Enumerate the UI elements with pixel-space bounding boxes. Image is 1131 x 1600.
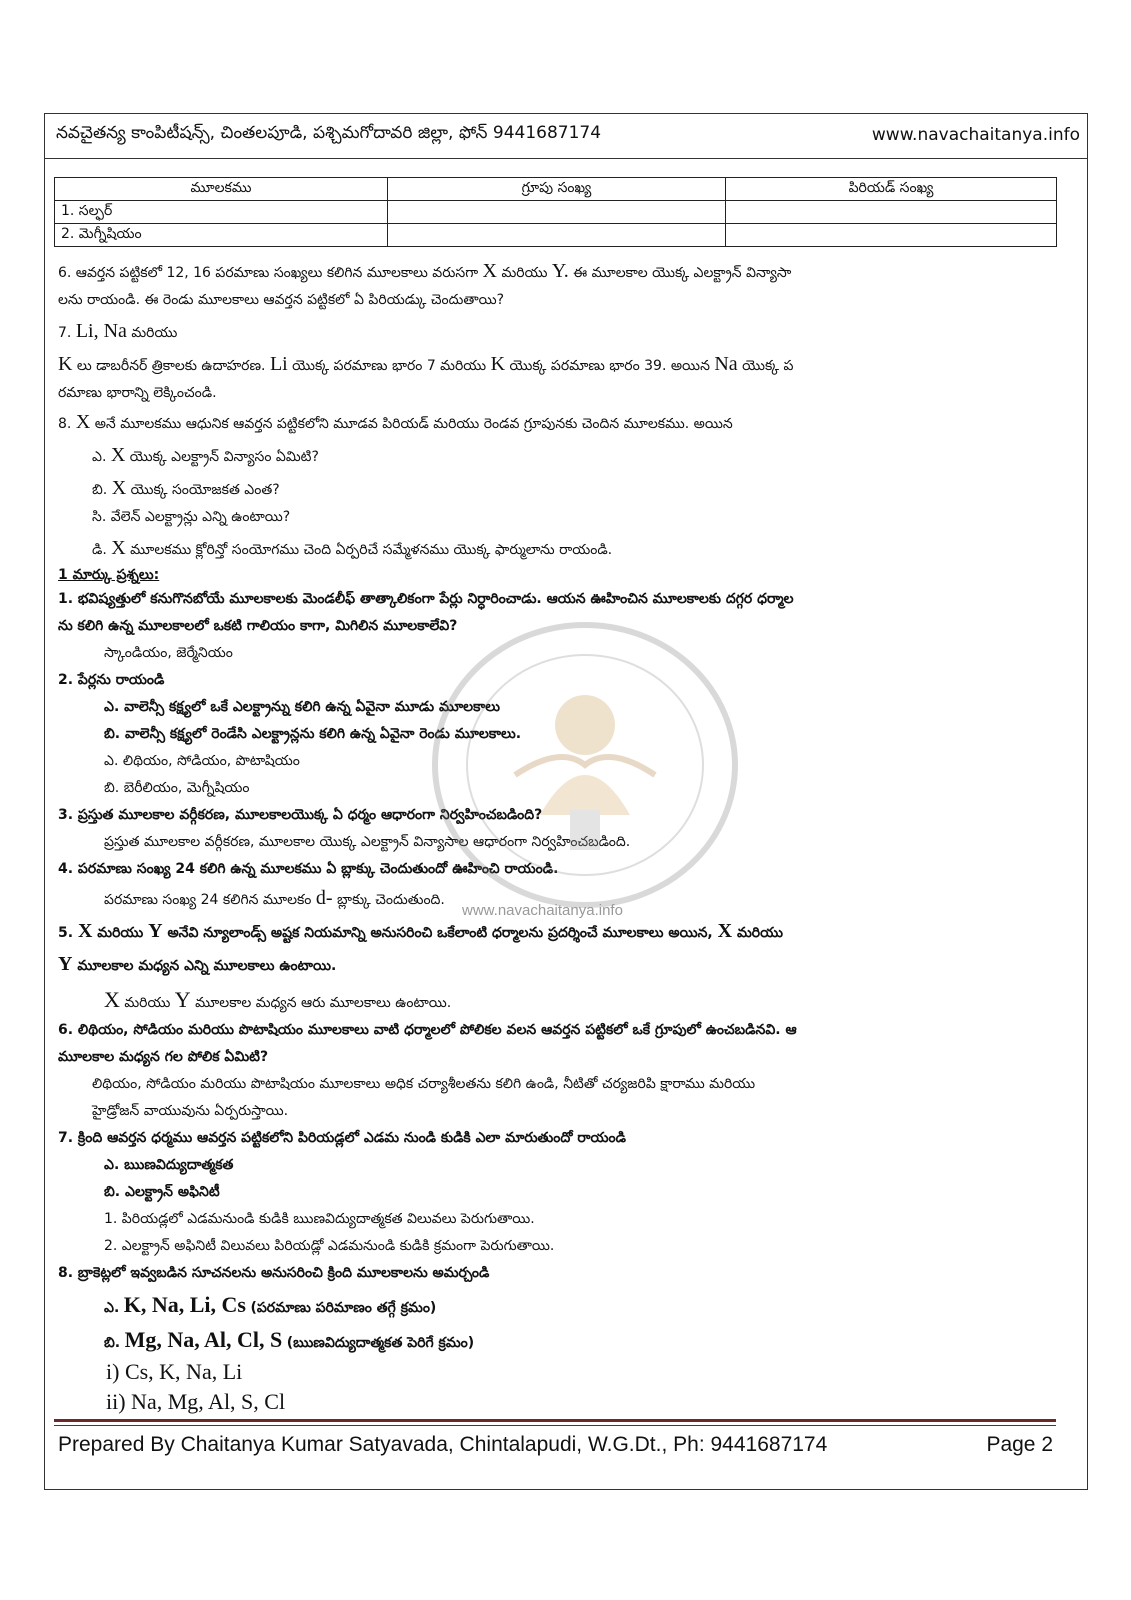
table-cell: 1. సల్ఫర్ (55, 201, 388, 224)
mark1-q2: 2. పేర్లను రాయండి (58, 672, 165, 688)
mark1-a7a: 1. పిరియడ్లలో ఎడమనుండి కుడికి ఋణవిద్యుదాత్మకత విలువలు పెరుగుతాయి. (104, 1211, 535, 1227)
element-table (54, 177, 1057, 247)
mark1-q1-line2: ను కలిగి ఉన్న మూలకాలలో ఒకటి గాలియం కాగా, మిగిలిన మూలకాలేవి? (58, 618, 458, 634)
question-8-d: డి. X మూలకము క్లోరిన్తో సంయోగము చెంది ఏర్పరిచే సమ్మేళనము యొక్క ఫార్ములాను రాయండి. (92, 537, 613, 559)
mark1-q7a: ఎ. ఋణవిద్యుదాత్మకత (104, 1157, 234, 1173)
mark1-a6: లిథియం, సోడియం మరియు పొటాషియం మూలకాలు అధిక చర్యాశీలతను కలిగి ఉండి, నీటితో చర్యజరిపి క్షారాము మరియు (92, 1076, 756, 1092)
mark1-q7: 7. క్రింది ఆవర్తన ధర్మము ఆవర్తన పట్టికలోని పిరియడ్లలో ఎడమ నుండి కుడికి ఎలా మారుతుందో రాయండి (58, 1130, 627, 1146)
table-cell (726, 201, 1057, 224)
table-cell (388, 201, 726, 224)
mark1-q2a: ఎ. వాలెన్సీ కక్ష్యలో ఒకే ఎలక్ట్రాన్ను కలిగి ఉన్న ఏవైనా మూడు మూలకాలు (104, 699, 501, 715)
table-header: పిరియడ్ సంఖ్య (726, 178, 1057, 201)
table-header: గ్రూపు సంఖ్య (388, 178, 726, 201)
section-heading: 1 మార్కు ప్రశ్నలు: (58, 567, 160, 583)
mark1-a3: ప్రస్తుత మూలకాల వర్గీకరణ, మూలకాల యొక్క ఎలక్ట్రాన్ విన్యాసాల ఆధారంగా నిర్వహించబడింది. (104, 834, 631, 850)
mark1-a4: పరమాణు సంఖ్య 24 కలిగిన మూలకం d- బ్లాక్కు చెందుతుంది. (104, 887, 445, 909)
footer-divider-thin (54, 1425, 1056, 1426)
footer-credit: Prepared By Chaitanya Kumar Satyavada, Chintalapudi, W.G.Dt., Ph: 9441687174 (58, 1433, 828, 1456)
table-header: మూలకము (55, 178, 388, 201)
watermark-url: www.navachaitanya.info (462, 902, 623, 919)
table-header-row (55, 178, 1057, 201)
question-7-title: 7. Li, Na మరియు (58, 320, 178, 342)
mark1-q5: 5. X మరియు Y అనేవి న్యూలాండ్స్ అష్టక నియమాన్ని అనుసరించి ఒకేలాంటి ధర్మాలను ప్రదర్శించే మూలకాలు అయిన, X మరియు (58, 920, 783, 942)
table-cell (388, 224, 726, 247)
question-6-line2: లను రాయండి. ఈ రెండు మూలకాలు ఆవర్తన పట్టికలో ఏ పిరియడ్కు చెందుతాయి? (58, 292, 505, 308)
question-7-line3: రమాణు భారాన్ని లెక్కించండి. (58, 385, 217, 401)
mark1-q8: 8. బ్రాకెట్లలో ఇవ్వబడిన సూచనలను అనుసరించి క్రింది మూలకాలను అమర్చండి (58, 1265, 490, 1281)
mark1-a1: స్కాండియం, జెర్మేనియం (104, 645, 233, 661)
table-cell: 2. మెగ్నీషియం (55, 224, 388, 247)
question-8-c: సి. వేలెన్ ఎలక్ట్రాన్లు ఎన్ని ఉంటాయి? (92, 509, 291, 525)
mark1-q3: 3. ప్రస్తుత మూలకాల వర్గీకరణ, మూలకాలయొక్క ఏ ధర్మం ఆధారంగా నిర్వహించబడింది? (58, 807, 543, 823)
page-header (56, 118, 1080, 152)
mark1-a2a: ఎ. లిథియం, సోడియం, పొటాషియం (104, 753, 300, 769)
mark1-a5: X మరియు Y మూలకాల మధ్యన ఆరు మూలకాలు ఉంటాయి. (104, 987, 452, 1012)
header-divider (44, 158, 1088, 159)
question-7-body: K లు డాబరీనర్ త్రికాలకు ఉదాహరణ. Li యొక్క పరమాణు భారం 7 మరియు K యొక్క పరమాణు భారం 39. అయిన Na యొక్క ప (58, 353, 794, 375)
header-website: www.navachaitanya.info (871, 125, 1080, 145)
header-left: నవచైతన్య కాంపిటీషన్స్, చింతలపూడి, పశ్చిమగోదావరి జిల్లా, ఫోన్ 9441687174 (56, 123, 602, 143)
mark1-q2b: బి. వాలెన్సీ కక్ష్యలో రెండేసి ఎలక్ట్రాన్లను కలిగి ఉన్న ఏవైనా రెండు మూలకాలు. (104, 726, 522, 742)
mark1-a6-line2: హైడ్రోజన్ వాయువును ఏర్పరుస్తాయి. (92, 1103, 289, 1119)
page-number: Page 2 (986, 1433, 1053, 1456)
table-row (55, 201, 1057, 224)
question-8-a: ఎ. X యొక్క ఎలక్ట్రాన్ విన్యాసం ఏమిటి? (92, 444, 319, 466)
question-8: 8. X అనే మూలకము ఆధునిక ఆవర్తన పట్టికలోని మూడవ పిరియడ్ మరియు రెండవ గ్రూపునకు చెందిన మూలకము. అయిన (58, 411, 733, 433)
mark1-q4: 4. పరమాణు సంఖ్య 24 కలిగి ఉన్న మూలకము ఏ బ్లాక్కు చెందుతుందో ఊహించి రాయండి. (58, 861, 559, 877)
mark1-a8a: i) Cs, K, Na, Li (106, 1359, 243, 1384)
mark1-q6-line2: మూలకాల మధ్యన గల పోలిక ఏమిటి? (58, 1049, 269, 1065)
question-6: 6. ఆవర్తన పట్టికలో 12, 16 పరమాణు సంఖ్యలు కలిగిన మూలకాలు వరుసగా X మరియు Y. ఈ మూలకాల యొక్క ఎలక్ట్రాన్ విన్యాసా (58, 260, 792, 282)
mark1-q1: 1. భవిష్యత్తులో కనుగొనబోయే మూలకాలకు మెండలీఫ్ తాత్కాలికంగా పేర్లు నిర్ధారించాడు. ఆయన ఊహించిన మూలకాలకు దగ్గర ధర్మాల (58, 591, 794, 607)
mark1-a2b: బి. బెరీలియం, మెగ్నీషియం (104, 780, 250, 796)
mark1-q6: 6. లిథియం, సోడియం మరియు పొటాషియం మూలకాలు వాటి ధర్మాలలో పోలికల వలన ఆవర్తన పట్టికలో ఒకే గ్రూపులో ఉంచబడినవి. ఆ (58, 1022, 797, 1038)
mark1-q8b: బి. Mg, Na, Al, Cl, S (ఋణవిద్యుదాత్మకత పెరిగే క్రమం) (104, 1327, 475, 1352)
mark1-q5-line2: Y మూలకాల మధ్యన ఎన్ని మూలకాలు ఉంటాయి. (58, 953, 337, 975)
mark1-a7b: 2. ఎలక్ట్రాన్ అఫినిటీ విలువలు పిరియడ్లో ఎడమనుండి కుడికి క్రమంగా పెరుగుతాయి. (104, 1238, 555, 1254)
page-footer (58, 1430, 1053, 1460)
question-content (58, 258, 1073, 1417)
mark1-q7b: బి. ఎలక్ట్రాన్ అఫినిటీ (104, 1184, 220, 1200)
question-8-b: బి. X యొక్క సంయోజకత ఎంత? (92, 477, 280, 499)
mark1-q8a: ఎ. K, Na, Li, Cs (పరమాణు పరిమాణం తగ్గే క్రమం) (104, 1292, 437, 1317)
table-row (55, 224, 1057, 247)
footer-divider (54, 1419, 1056, 1422)
table-cell (726, 224, 1057, 247)
mark1-a8b: ii) Na, Mg, Al, S, Cl (106, 1389, 286, 1414)
